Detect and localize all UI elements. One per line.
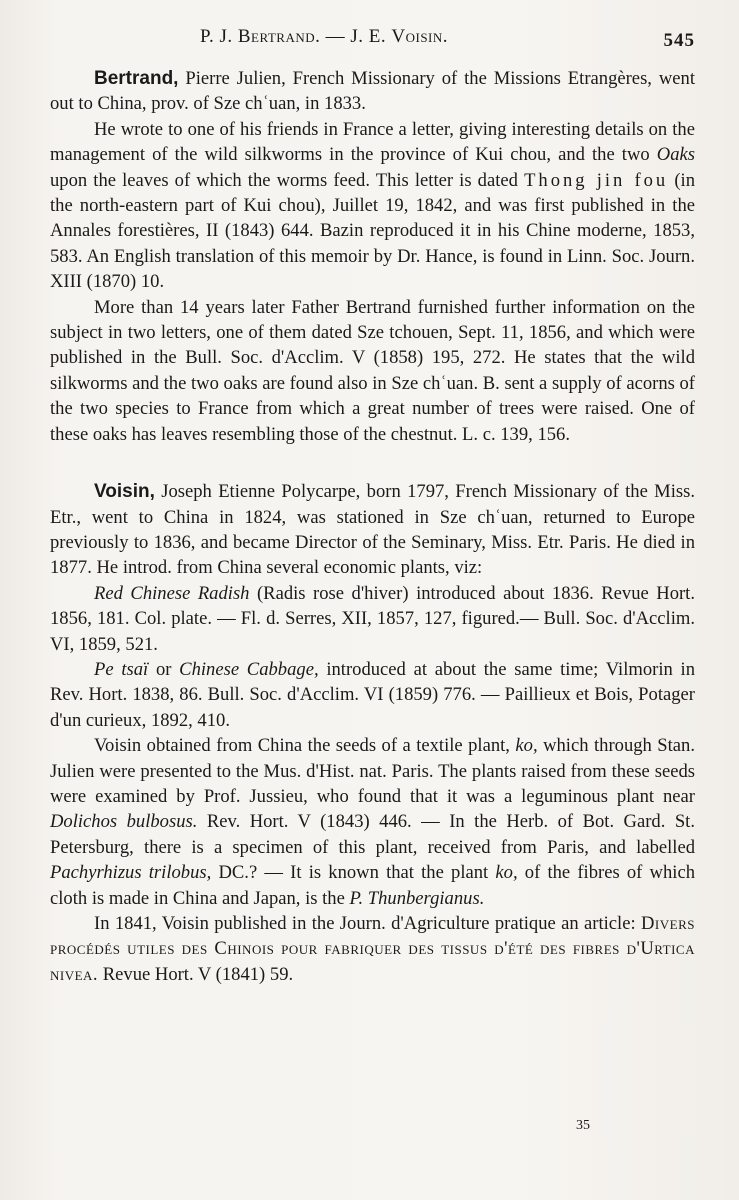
italic-text: Chinese Cabbage,	[179, 658, 319, 680]
entry-1-paragraph-4	[50, 911, 695, 987]
signature-mark: 35	[576, 1118, 590, 1133]
entry-1-paragraph-1	[50, 581, 695, 657]
text-run: Joseph Etienne Polycarpe, born 1797, French Missionary of the Miss. Etr., went to China in 1824, was stationed in Sze chʿuan, returned to Europe previously to 1836, and became Director of the Seminary, Miss. Etr. Paris. He died in 1877. He introd. from China several economic plants, viz:	[50, 481, 695, 579]
entry-1-paragraph-0	[50, 479, 695, 581]
text-run: which through Stan. Julien were presented to the Mus. d'Hist. nat. Paris. The plants raised from these seeds were examined by Prof. Jussieu, who found that it was a leguminous plant near	[50, 735, 695, 807]
text-run: He wrote to one of his friends in France a letter, giving interesting details on the management of the wild silkworms in the province of Kui chou, and the two	[50, 118, 695, 166]
text-run: In 1841, Voisin published in the Journ. d'Agriculture pratique an article:	[94, 913, 641, 934]
entry-1-paragraph-2	[50, 657, 695, 733]
running-head-name-bertrand: Bertrand.	[237, 26, 321, 47]
entry-1-paragraph-3	[50, 733, 695, 911]
text-run: Rev. Hort. V (1843) 446. — In the Herb. of Bot. Gard. St. Petersburg, there is a specimen of this plant, received from Paris, and labelled	[50, 811, 695, 858]
page-number: 545	[663, 30, 695, 51]
italic-text: Dolichos bulbosus.	[50, 811, 198, 833]
main-text	[50, 66, 695, 987]
entry-0-paragraph-2	[50, 295, 695, 447]
running-head-name-voisin: Voisin.	[391, 26, 449, 47]
text-run: or	[148, 658, 180, 680]
running-head-left: P. J.	[200, 26, 238, 47]
entry-headword: Bertrand,	[94, 68, 179, 89]
small-caps-title: Divers procédés utiles des Chinois pour fabriquer des tissus d'été des fibres d'Urtica nivea.	[50, 913, 695, 985]
italic-text: P. Thunbergianus.	[349, 887, 485, 909]
italic-text: ko,	[495, 862, 518, 884]
italic-text: ko,	[515, 735, 538, 757]
text-run: DC.? — It is known that the plant	[211, 862, 496, 884]
text-run: Voisin obtained from China the seeds of a textile plant,	[94, 735, 516, 757]
text-run: upon the leaves of which the worms feed. This letter is dated	[50, 169, 525, 191]
italic-text: Oaks	[656, 144, 695, 166]
text-run: introduced at about the same time; Vilmorin in Rev. Hort. 1838, 86. Bull. Soc. d'Acclim. VI (1859) 776. — Paillieux et Bois, Potager d'un curieux, 1892, 410.	[50, 658, 695, 731]
italic-text: Pachyrhizus trilobus,	[50, 862, 212, 884]
text-run: of the fibres of which cloth is made in China and Japan, is the	[50, 862, 695, 909]
text-run: More than 14 years later Father Bertrand furnished further information on the subject in two letters, one of them dated Sze tchouen, Sept. 11, 1856, and which were published in the Bull. Soc. d'Acclim. V (1858) 195, 272. He states that the wild silkworms and the two oaks are found also in Sze chʿuan. B. sent a supply of acorns of the two species to France from which a great number of trees were raised. One of these oaks has leaves resembling those of the chestnut. L. c. 139, 156.	[50, 296, 695, 445]
entry-0-paragraph-1	[50, 117, 695, 295]
text-run: Revue Hort. V (1841) 59.	[98, 963, 294, 985]
entry-0-paragraph-0	[50, 66, 695, 117]
running-head	[200, 26, 448, 48]
running-head-separator: — J. E.	[320, 26, 392, 47]
text-run: (in the north-eastern part of Kui chou), Juillet 19, 1842, and was first published in the Annales forestières, II (1843) 644. Bazin reproduced it in his Chine moderne, 1853, 583. An English translation of this memoir by Dr. Hance, is found in Linn. Soc. Journ. XIII (1870) 10.	[50, 169, 695, 293]
text-run: (Radis rose d'hiver) introduced about 1836. Revue Hort. 1856, 181. Col. plate. — Fl. d. Serres, XII, 1857, 127, figured.— Bull. Soc. d'Acclim. VI, 1859, 521.	[50, 582, 695, 655]
italic-text: Pe tsaï	[94, 658, 149, 680]
text-run: Thong jin fou	[524, 169, 669, 191]
text-run: Pierre Julien, French Missionary of the Missions Etrangères, went out to China, prov. of Sze chʿuan, in 1833.	[50, 68, 695, 115]
entry-headword: Voisin,	[94, 481, 155, 503]
italic-text: Red Chinese Radish	[94, 582, 250, 604]
